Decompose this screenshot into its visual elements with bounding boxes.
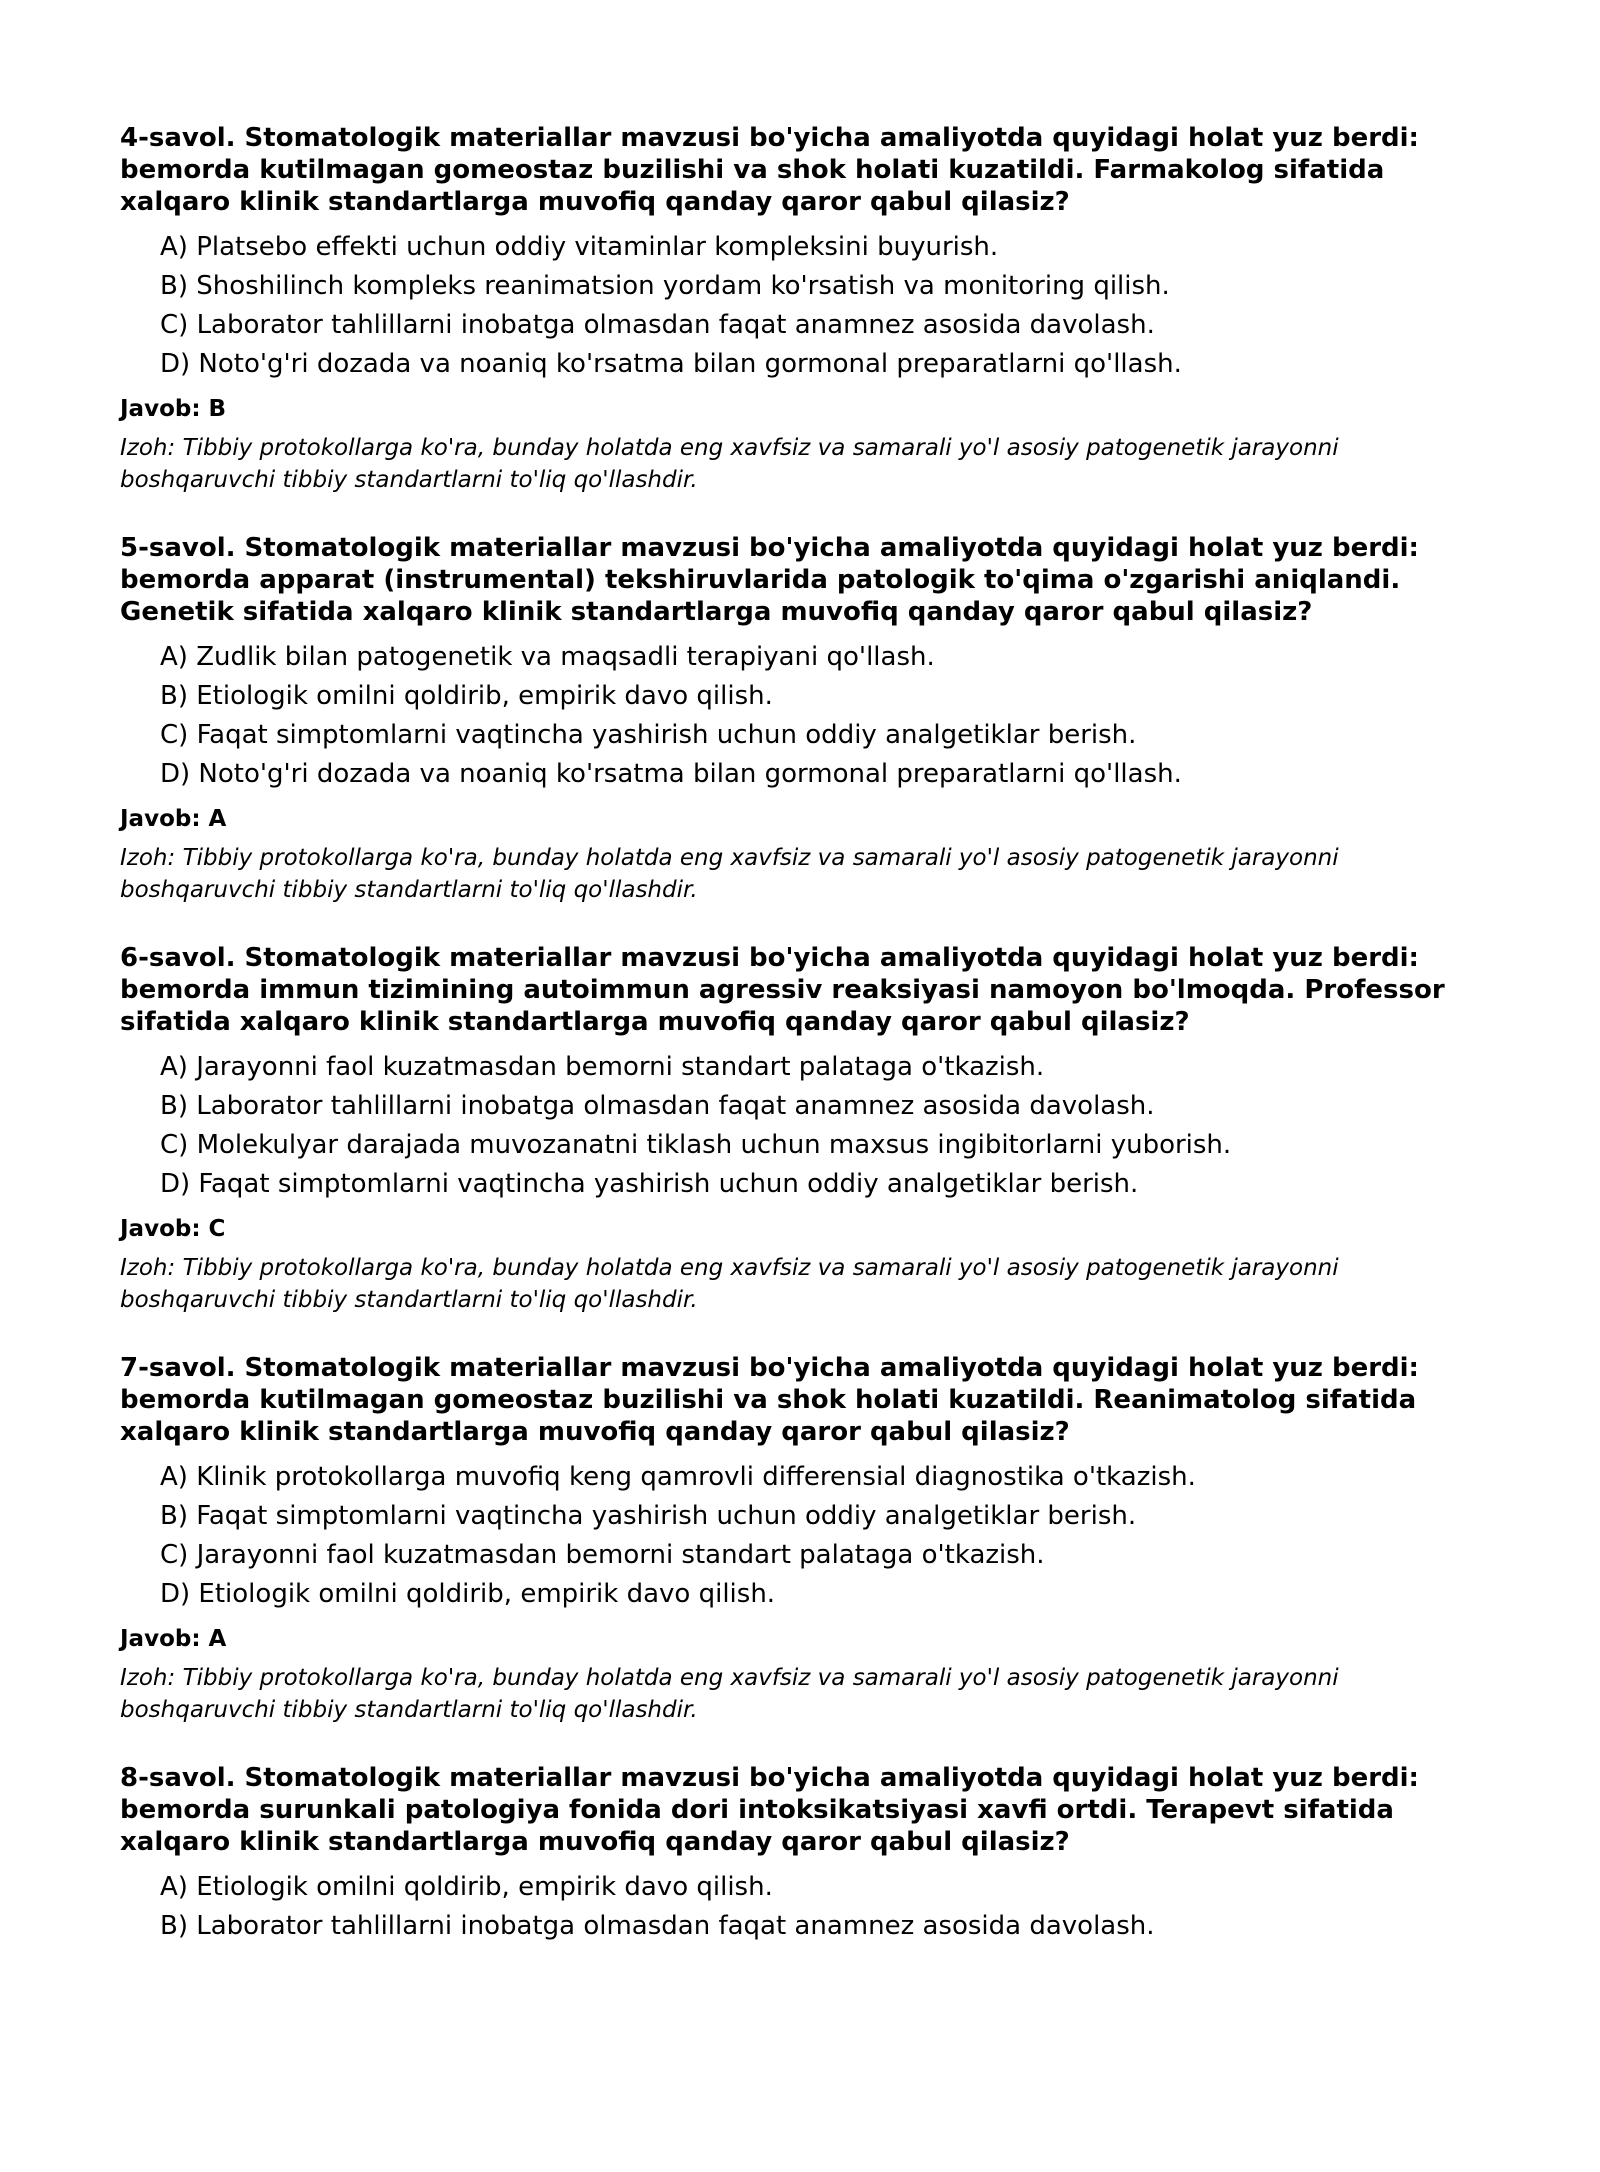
question-block xyxy=(120,122,1480,532)
question-block xyxy=(120,532,1480,942)
option-d: D) Noto'g'ri dozada va noaniq ko'rsatma bilan gormonal preparatlarni qo'llash. xyxy=(160,349,1182,379)
answer-options xyxy=(120,638,1480,794)
question-block xyxy=(120,1352,1480,1762)
explanation-note: Izoh: Tibbiy protokollarga ko'ra, bunday holatda eng xavfsiz va samarali yo'l asosiy patogenetik jarayonni boshqaruvchi tibbiy standartlarni to'liq qo'llashdir. xyxy=(120,1255,1339,1313)
option-c: C) Faqat simptomlarni vaqtincha yashirish uchun oddiy analgetiklar berish. xyxy=(160,720,1137,750)
answer-key: Javob: B xyxy=(120,396,227,422)
question-block xyxy=(120,942,1480,1352)
option-b: B) Faqat simptomlarni vaqtincha yashirish uchun oddiy analgetiklar berish. xyxy=(160,1501,1137,1531)
explanation-note: Izoh: Tibbiy protokollarga ko'ra, bunday holatda eng xavfsiz va samarali yo'l asosiy patogenetik jarayonni boshqaruvchi tibbiy standartlarni to'liq qo'llashdir. xyxy=(120,1665,1339,1723)
option-b: B) Shoshilinch kompleks reanimatsion yordam ko'rsatish va monitoring qilish. xyxy=(160,271,1170,301)
option-c: C) Laborator tahlillarni inobatga olmasdan faqat anamnez asosida davolash. xyxy=(160,310,1155,340)
option-a: A) Jarayonni faol kuzatmasdan bemorni standart palataga o'tkazish. xyxy=(160,1052,1045,1082)
question-text: 4-savol. Stomatologik materiallar mavzusi bo'yicha amaliyotda quyidagi holat yuz berdi: bemorda kutilmagan gomeostaz buzilishi va shok holati kuzatildi. Farmakolog sifatida xalqaro klinik standartlarga muvofiq qanday qaror qabul qilasiz? xyxy=(120,123,1419,217)
answer-options xyxy=(120,228,1480,384)
option-b: B) Laborator tahlillarni inobatga olmasdan faqat anamnez asosida davolash. xyxy=(160,1911,1155,1941)
option-b: B) Etiologik omilni qoldirib, empirik davo qilish. xyxy=(160,681,773,711)
option-a: A) Zudlik bilan patogenetik va maqsadli terapiyani qo'llash. xyxy=(160,642,935,672)
question-text: 8-savol. Stomatologik materiallar mavzusi bo'yicha amaliyotda quyidagi holat yuz berdi: bemorda surunkali patologiya fonida dori intoksikatsiyasi xavfi ortdi. Terapevt sifatida xalqaro klinik standartlarga muvofiq qanday qaror qabul qilasiz? xyxy=(120,1763,1419,1857)
option-d: D) Noto'g'ri dozada va noaniq ko'rsatma bilan gormonal preparatlarni qo'llash. xyxy=(160,759,1182,789)
option-b: B) Laborator tahlillarni inobatga olmasdan faqat anamnez asosida davolash. xyxy=(160,1091,1155,1121)
explanation-note: Izoh: Tibbiy protokollarga ko'ra, bunday holatda eng xavfsiz va samarali yo'l asosiy patogenetik jarayonni boshqaruvchi tibbiy standartlarni to'liq qo'llashdir. xyxy=(120,435,1339,493)
answer-key: Javob: A xyxy=(120,1626,227,1652)
answer-options xyxy=(120,1048,1480,1204)
option-a: A) Platsebo effekti uchun oddiy vitaminlar kompleksini buyurish. xyxy=(160,232,999,262)
question-text: 5-savol. Stomatologik materiallar mavzusi bo'yicha amaliyotda quyidagi holat yuz berdi: bemorda apparat (instrumental) tekshiruvlarida patologik to'qima o'zgarishi aniqlandi. Genetik sifatida xalqaro klinik standartlarga muvofiq qanday qaror qabul qilasiz? xyxy=(120,533,1419,627)
option-a: A) Klinik protokollarga muvofiq keng qamrovli differensial diagnostika o'tkazish. xyxy=(160,1462,1196,1492)
question-text: 7-savol. Stomatologik materiallar mavzusi bo'yicha amaliyotda quyidagi holat yuz berdi: bemorda kutilmagan gomeostaz buzilishi va shok holati kuzatildi. Reanimatolog sifatida xalqaro klinik standartlarga muvofiq qanday qaror qabul qilasiz? xyxy=(120,1353,1419,1447)
document-page xyxy=(120,122,1480,2172)
question-text: 6-savol. Stomatologik materiallar mavzusi bo'yicha amaliyotda quyidagi holat yuz berdi: bemorda immun tizimining autoimmun agressiv reaksiyasi namoyon bo'lmoqda. Professor sifatida xalqaro klinik standartlarga muvofiq qanday qaror qabul qilasiz? xyxy=(120,943,1445,1037)
answer-key: Javob: A xyxy=(120,806,227,832)
answer-options xyxy=(120,1868,1480,1946)
question-block xyxy=(120,1762,1480,2172)
answer-key: Javob: C xyxy=(120,1216,226,1242)
option-c: C) Jarayonni faol kuzatmasdan bemorni standart palataga o'tkazish. xyxy=(160,1540,1045,1570)
option-d: D) Faqat simptomlarni vaqtincha yashirish uchun oddiy analgetiklar berish. xyxy=(160,1169,1139,1199)
option-d: D) Etiologik omilni qoldirib, empirik davo qilish. xyxy=(160,1579,776,1609)
explanation-note: Izoh: Tibbiy protokollarga ko'ra, bunday holatda eng xavfsiz va samarali yo'l asosiy patogenetik jarayonni boshqaruvchi tibbiy standartlarni to'liq qo'llashdir. xyxy=(120,845,1339,903)
answer-options xyxy=(120,1458,1480,1614)
option-c: C) Molekulyar darajada muvozanatni tiklash uchun maxsus ingibitorlarni yuborish. xyxy=(160,1130,1232,1160)
option-a: A) Etiologik omilni qoldirib, empirik davo qilish. xyxy=(160,1872,773,1902)
